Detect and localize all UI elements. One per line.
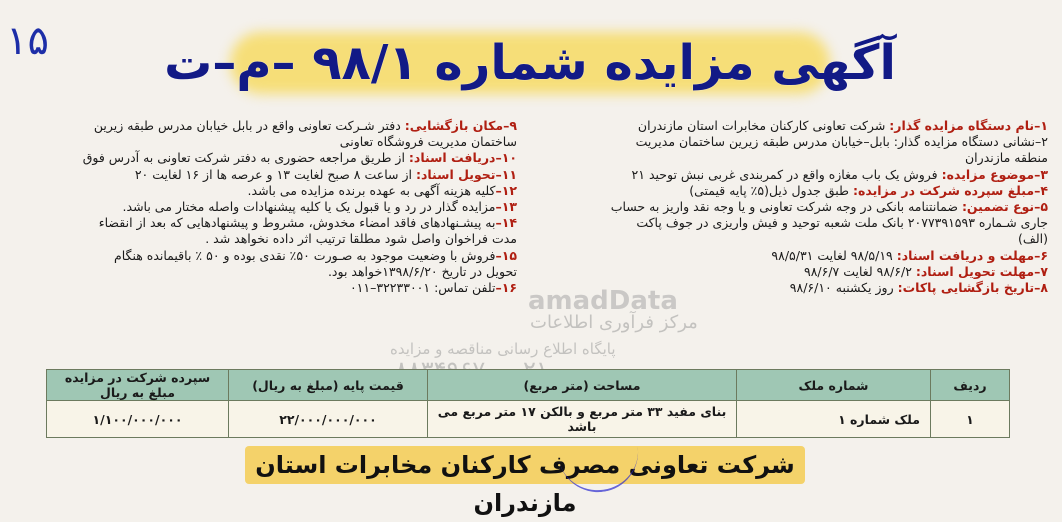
term-line: ۵–نوع تضمین: ضمانتنامه بانکی در وجه شرکت تعاونی و یا وجه نقد واریز به حساب: [610, 199, 1048, 215]
ad-title: آگهی مزایده شماره ۹۸/۱ –م–ت: [164, 35, 896, 91]
term-line: ۱۳–مزایده گذار در رد و یا قبول یک یا کلیه پیشنهادات واصله مختار می باشد.: [122, 199, 517, 215]
cell-row-no: ۱: [931, 401, 1010, 438]
term-line: ۱۶–تلفن تماس: ۳۲۲۳۳۰۰۱–۰۱۱: [349, 280, 517, 296]
watermark-portal: پایگاه اطلاع رسانی مناقصه و مزایده: [390, 340, 616, 358]
term-line: ۷–مهلت تحویل اسناد: ۹۸/۶/۲ لغایت ۹۸/۶/۷: [803, 263, 1048, 279]
col-header-base-price: قیمت پایه (مبلغ به ریال): [229, 370, 428, 401]
term-line: منطقه مازندران: [965, 150, 1048, 166]
col-header-property-no: شماره ملک: [737, 370, 931, 401]
term-line: جاری شـماره ۲۰۷۷۳۹۱۵۹۳ بانک ملت شعبه توحید و فیش واریزی در جوف پاکت: [636, 215, 1048, 231]
cell-base-price: ۲۲/۰۰۰/۰۰۰/۰۰۰: [229, 401, 428, 438]
term-line: ۱۵–فروش با وضعیت موجود به صـورت ۵۰٪ نقدی بوده و ۵۰ ٪ باقیمانده هنگام: [114, 247, 517, 263]
cell-deposit: ۱/۱۰۰/۰۰۰/۰۰۰: [47, 401, 229, 438]
term-line: ۱–نام دستگاه مزایده گذار: شرکت تعاونی کارکنان مخابرات استان مازندران: [637, 118, 1048, 133]
cell-area: بنای مفید ۳۳ متر مربع و بالکن ۱۷ متر مربع می باشد: [428, 401, 737, 438]
cell-property-no: ملک شماره ۱: [737, 401, 931, 438]
title-banner: [164, 26, 896, 100]
table-row: [47, 401, 1010, 438]
property-table: [46, 369, 1010, 438]
term-line: ۸–تاریخ بازگشایی پاکات: روز یکشنبه ۹۸/۶/۱۰: [789, 280, 1048, 296]
term-line: ۱۴–به پیشـنهادهای فاقد امضاء مخدوش، مشروط و پیشنهادهایی که بعد از انقضاء: [98, 215, 517, 231]
col-header-deposit: سپرده شرکت در مزایده مبلغ به ریال: [47, 370, 229, 401]
watermark-brand: amadData: [528, 286, 678, 316]
term-line: مدت فراخوان واصل شود مطلقا ترتیب اثر داده نخواهد شد .: [205, 231, 517, 247]
terms-left-column: [12, 118, 517, 296]
term-line: ۳–موضوع مزایده: فروش یک باب مغازه واقع در کمربندی غربی نبش توحید ۲۱: [631, 166, 1048, 182]
term-line: ۲–نشانی دستگاه مزایده گذار: بابل–خیابان مدرس طبقه زیرین ساختمان مدیریت: [635, 134, 1048, 150]
term-line: ۴–مبلغ سپرده شرکت در مزایده: طبق جدول ذیل(۵٪ پایه قیمتی): [689, 182, 1048, 198]
page-number: ۱۵: [6, 18, 49, 64]
watermark-tagline: مرکز فرآوری اطلاعات: [530, 312, 698, 333]
terms-right-column: [528, 118, 1048, 296]
term-line: (الف): [1018, 231, 1048, 247]
col-header-row-no: ردیف: [931, 370, 1010, 401]
col-header-area: مساحت (متر مربع): [428, 370, 737, 401]
term-line: ۹–مکان بازگشایی: دفتر شـرکت تعاونی واقع در بابل خیابان مدرس طبقه زیرین: [93, 118, 517, 133]
table-header-row: [47, 370, 1010, 401]
footer-company-name: شرکت تعاونی مصرف کارکنان مخابرات استان مازندران: [255, 451, 795, 517]
term-line: ۱۰–دریافت اسناد: از طریق مراجعه حضوری به دفتر شرکت تعاونی به آدرس فوق: [82, 150, 517, 166]
term-line: ۱۱–تحویل اسناد: از ساعت ۸ صبح لغایت ۱۳ و عرصه ها از ۱۶ لغایت ۲۰: [134, 166, 517, 182]
term-line: تحویل در تاریخ ۱۳۹۸/۶/۲۰خواهد بود.: [327, 263, 517, 279]
term-line: ساختمان مدیریت فروشگاه تعاونی: [339, 134, 517, 150]
term-line: ۶–مهلت و دریافت اسناد: ۹۸/۵/۱۹ لغایت ۹۸/۵/۳۱: [771, 247, 1048, 263]
term-line: ۱۲–کلیه هزینه آگهی به عهده برنده مزایده می باشد.: [247, 182, 517, 198]
